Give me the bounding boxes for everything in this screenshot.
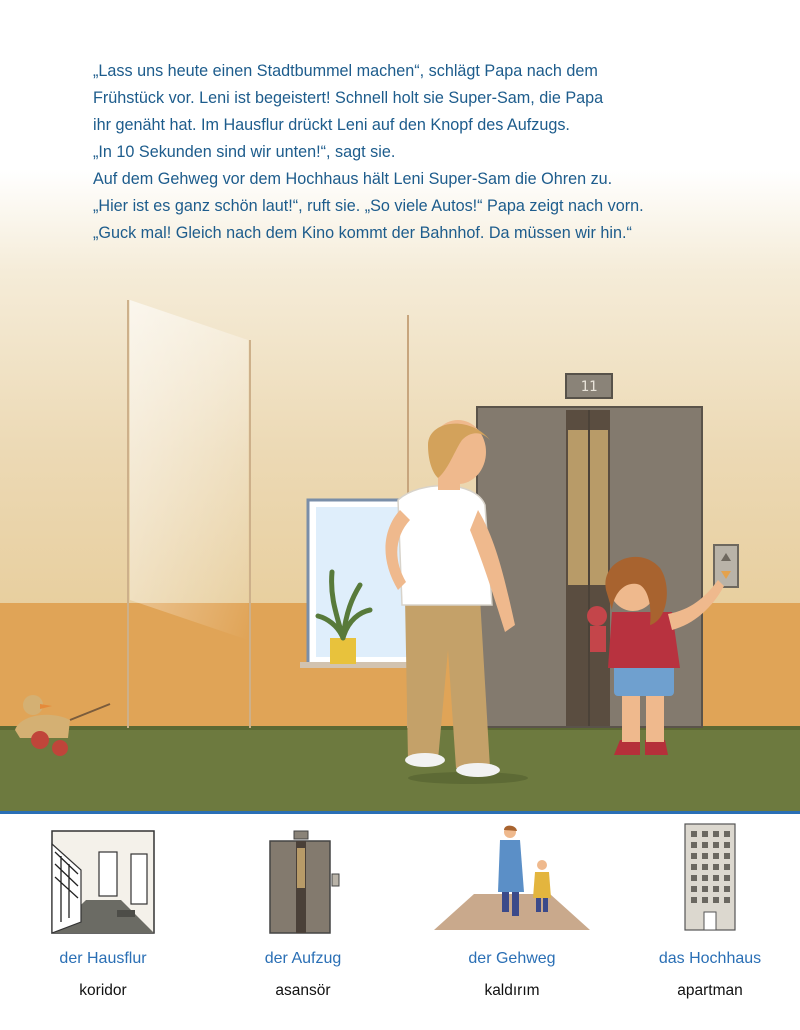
vocab-german: der Hausflur <box>59 950 147 967</box>
vocab-german: das Hochhaus <box>658 950 762 967</box>
high-rise-icon <box>658 822 762 934</box>
story-line: Auf dem Gehweg vor dem Hochhaus hält Leni Super-Sam die Ohren zu. <box>93 170 613 188</box>
story-line: „Lass uns heute einen Stadtbummel machen“, schlägt Papa nach dem <box>93 62 598 80</box>
vocab-item-aufzug <box>223 822 383 999</box>
vocab-turkish: kaldırım <box>484 982 540 999</box>
svg-text:11: 11 <box>580 379 598 395</box>
story-line: „Guck mal! Gleich nach dem Kino kommt der Bahnhof. Da müssen wir hin.“ <box>93 224 632 242</box>
vocab-item-hochhaus <box>630 822 790 999</box>
story-line: „In 10 Sekunden sind wir unten!“, sagt sie. <box>93 143 396 161</box>
section-divider <box>0 811 800 814</box>
vocab-german: der Gehweg <box>468 950 556 967</box>
story-line: Frühstück vor. Leni ist begeistert! Schnell holt sie Super-Sam, die Papa <box>93 89 604 107</box>
story-line: ihr genäht hat. Im Hausflur drückt Leni auf den Knopf des Aufzugs. <box>93 116 570 134</box>
story-text <box>93 58 753 247</box>
vocab-german: der Aufzug <box>264 950 342 967</box>
sidewalk-icon <box>432 822 592 934</box>
vocab-item-hausflur <box>23 822 183 999</box>
vocab-turkish: apartman <box>677 982 743 999</box>
elevator <box>477 374 738 727</box>
vocab-turkish: asansör <box>275 982 331 999</box>
vocab-turkish: koridor <box>79 982 127 999</box>
vocab-item-gehweg <box>432 822 592 999</box>
hallway-icon <box>51 822 155 934</box>
elevator-icon <box>251 822 355 934</box>
story-line: „Hier ist es ganz schön laut!“, ruft sie. „So viele Autos!“ Papa zeigt nach vorn. <box>93 197 644 215</box>
